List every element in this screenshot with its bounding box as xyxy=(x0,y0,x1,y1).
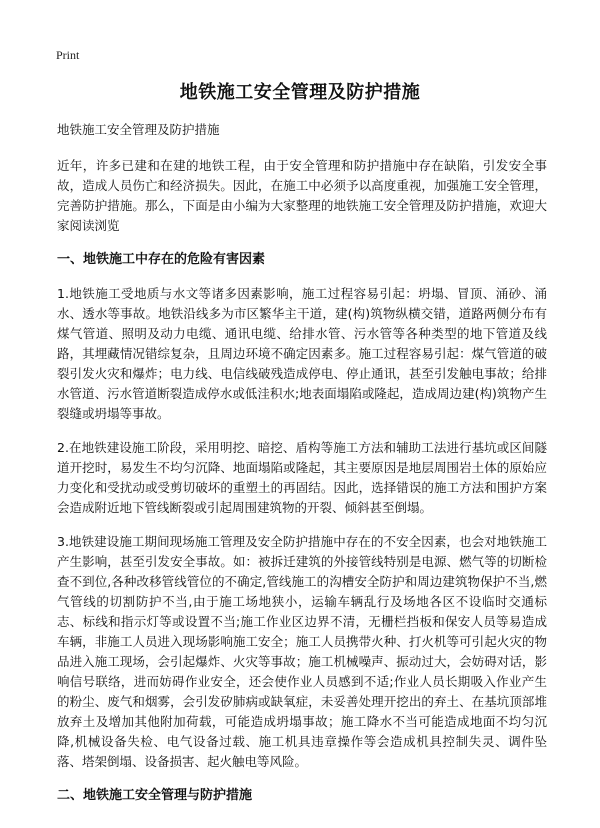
paragraph-hazard-3: 3.地铁建设施工期间现场施工管理及安全防护措施中存在的不安全因素，也会对地铁施工产生影响，甚至引发安全事故。如：被拆迁建筑的外接管线特别是电源、燃气等的切断检查不到位,各种改移管线管位的不确定,管线施工的沟槽安全防护和周边建筑物保护不当,燃气管线的切割防护不当,由于施工场地狭小，运输车辆乱行及场地各区不设临时交通标志、标线和指示灯等或设置不当;施工作业区边界不清，无栅栏挡板和保安人员等易造成车辆，非施工人员进入现场影响施工安全；施工人员携带火种、打火机等可引起火灾的物品进入施工现场，会引起爆炸、火灾等事故；施工机械噪声、振动过大，会妨碍对话，影响信号联络，进而妨碍作业安全，还会使作业人员感到不适;作业人员长期吸入作业产生的粉尘、废气和烟雾，会引发矽肺病或缺氧症，未妥善处理开挖出的弃土、在基坑顶部堆放弃土及增加其他附加荷载，可能造成坍塌事故；施工降水不当可能造成地面不均匀沉降,机械设备失检、电气设备过载、施工机具违章操作等会造成机具控制失灵、调件坠落、塔架倒塌、设备损害、起火触电等风险。 xyxy=(57,534,547,769)
intro-paragraph: 近年，许多已建和在建的地铁工程，由于安全管理和防护措施中存在缺陷，引发安全事故，造成人员伤亡和经济损失。因此，在施工中必须予以高度重视，加强施工安全管理，完善防护措施。那么，下面是由小编为大家整理的地铁施工安全管理及防护措施，欢迎大家阅读浏览 xyxy=(57,158,547,233)
page-title: 地铁施工安全管理及防护措施 xyxy=(179,82,421,103)
section-heading-measures: 二、地铁施工安全管理与防护措施 xyxy=(57,788,253,803)
article-body xyxy=(57,120,547,820)
article-subtitle: 地铁施工安全管理及防护措施 xyxy=(57,122,220,137)
section-heading-hazards: 一、地铁施工中存在的危险有害因素 xyxy=(57,252,266,267)
paragraph-hazard-1: 1.地铁施工受地质与水文等诸多因素影响，施工过程容易引起：坍塌、冒顶、涌砂、涌水、透水等事故。地铁沿线多为市区繁华主干道，建(构)筑物纵横交错，道路两侧分布有煤气管道、照明及动力电缆、通讯电缆、给排水管、污水管等各种类型的地下管道及线路，其埋藏情况错综复杂，且周边环境不确定因素多。施工过程容易引起：煤气管道的破裂引发火灾和爆炸；电力线、电信线破残造成停电、停止通讯，甚至引发触电事故；给排水管道、污水管道断裂造成停水或低洼积水;地表面塌陷或隆起，造成周边建(构)筑物产生裂缝或坍塌等事故。 xyxy=(57,286,547,421)
paragraph-hazard-2: 2.在地铁建设施工阶段，采用明挖、暗挖、盾构等施工方法和辅助工法进行基坑或区间隧道开挖时，易发生不均匀沉降、地面塌陷或隆起，其主要原因是地层周围岩土体的原始应力变化和受扰动或受剪切破坏的重塑土的再固结。因此，选择错误的施工方法和围护方案会造成附近地下管线断裂或引起周围建筑物的开裂、倾斜甚至倒塌。 xyxy=(57,440,547,515)
print-link[interactable]: Print xyxy=(56,48,80,62)
